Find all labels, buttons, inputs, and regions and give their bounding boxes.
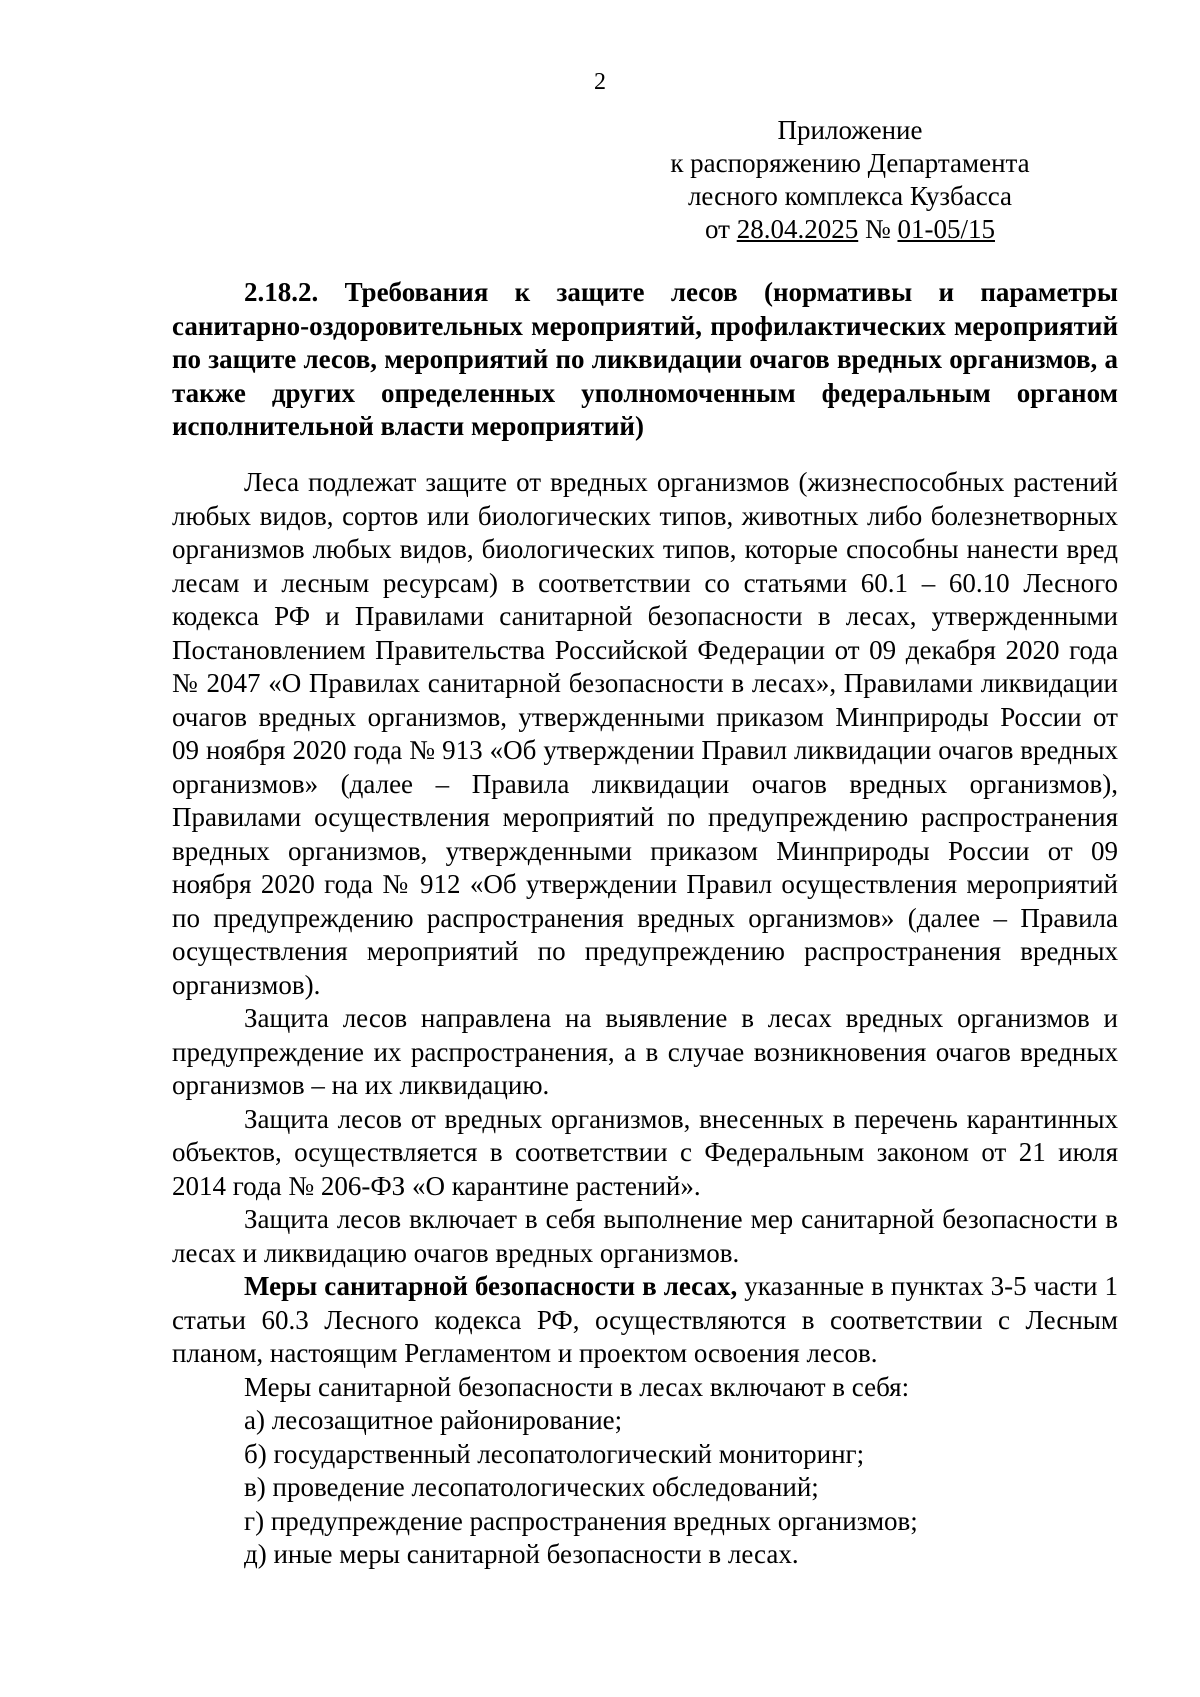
appendix-block <box>650 114 1050 246</box>
paragraph-5-rest: указанные в пунктах 3-5 части 1 статьи 60.3 Лесного кодекса РФ, осуществляются в соответствии с Лесным планом, настоящим Регламентом и проектом освоения лесов. <box>172 1271 1118 1368</box>
appendix-line-date <box>650 213 1050 246</box>
paragraph-1: Леса подлежат защите от вредных организмов (жизнеспособных растений любых видов, сортов или биологических типов, животных либо болезнетворных организмов любых видов, биологических типов, которые способны нанести вред лесам и лесным ресурсам) в соответствии со статьями 60.1 – 60.10 Лесного кодекса РФ и Правилами санитарной безопасности в лесах, утвержденными Постановлением Правительства Российской Федерации от 09 декабря 2020 года № 2047 «О Правилах санитарной безопасности в лесах», Правилами ликвидации очагов вредных организмов, утвержденными приказом Минприроды России от 09 ноября 2020 года № 913 «Об утверждении Правил ликвидации очагов вредных организмов» (далее – Правила ликвидации очагов вредных организмов), Правилами осуществления мероприятий по предупреждению распространения вредных организмов, утвержденными приказом Минприроды России от 09 ноября 2020 года № 912 «Об утверждении Правил осуществления мероприятий по предупреждению распространения вредных организмов» (далее – Правила осуществления мероприятий по предупреждению распространения вредных организмов). <box>172 467 1118 1000</box>
paragraph-5-bold: Меры санитарной безопасности в лесах, <box>244 1271 738 1301</box>
appendix-title: Приложение <box>777 115 923 145</box>
appendix-date: 28.04.2025 <box>736 214 859 244</box>
appendix-line-order: к распоряжению Департамента <box>670 148 1030 178</box>
appendix-number: 01-05/15 <box>897 214 995 244</box>
number-prefix: № <box>858 214 898 244</box>
body-text <box>172 466 1118 1572</box>
paragraph-4: Защита лесов включает в себя выполнение мер санитарной безопасности в лесах и ликвидацию очагов вредных организмов. <box>172 1204 1118 1268</box>
paragraph-2: Защита лесов направлена на выявление в лесах вредных организмов и предупреждение их распространения, а в случае возникновения очагов вредных организмов – на их ликвидацию. <box>172 1003 1118 1100</box>
list-item: а) лесозащитное районирование; <box>244 1405 623 1435</box>
list-item: г) предупреждение распространения вредных организмов; <box>244 1505 918 1536</box>
section-heading: 2.18.2. Требования к защите лесов (нормативы и параметры санитарно-оздоровительных мероприятий, профилактических мероприятий по защите лесов, мероприятий по ликвидации очагов вредных организмов, а также других определенных уполномоченным федеральным органом исполнительной власти мероприятий) <box>172 277 1118 441</box>
list-item: б) государственный лесопатологический мониторинг; <box>244 1438 865 1469</box>
page-number: 2 <box>594 69 606 95</box>
paragraph-6: Меры санитарной безопасности в лесах включают в себя: <box>244 1371 910 1402</box>
appendix-line-department: лесного комплекса Кузбасса <box>687 181 1013 211</box>
paragraph-5 <box>172 1270 1118 1371</box>
list-item: д) иные меры санитарной безопасности в лесах. <box>244 1539 799 1569</box>
list-item: в) проведение лесопатологических обследований; <box>244 1472 819 1502</box>
date-prefix: от <box>705 214 737 244</box>
paragraph-3: Защита лесов от вредных организмов, внесенных в перечень карантинных объектов, осуществляется в соответствии с Федеральным законом от 21 июля 2014 года № 206-ФЗ «О карантине растений». <box>172 1103 1118 1201</box>
